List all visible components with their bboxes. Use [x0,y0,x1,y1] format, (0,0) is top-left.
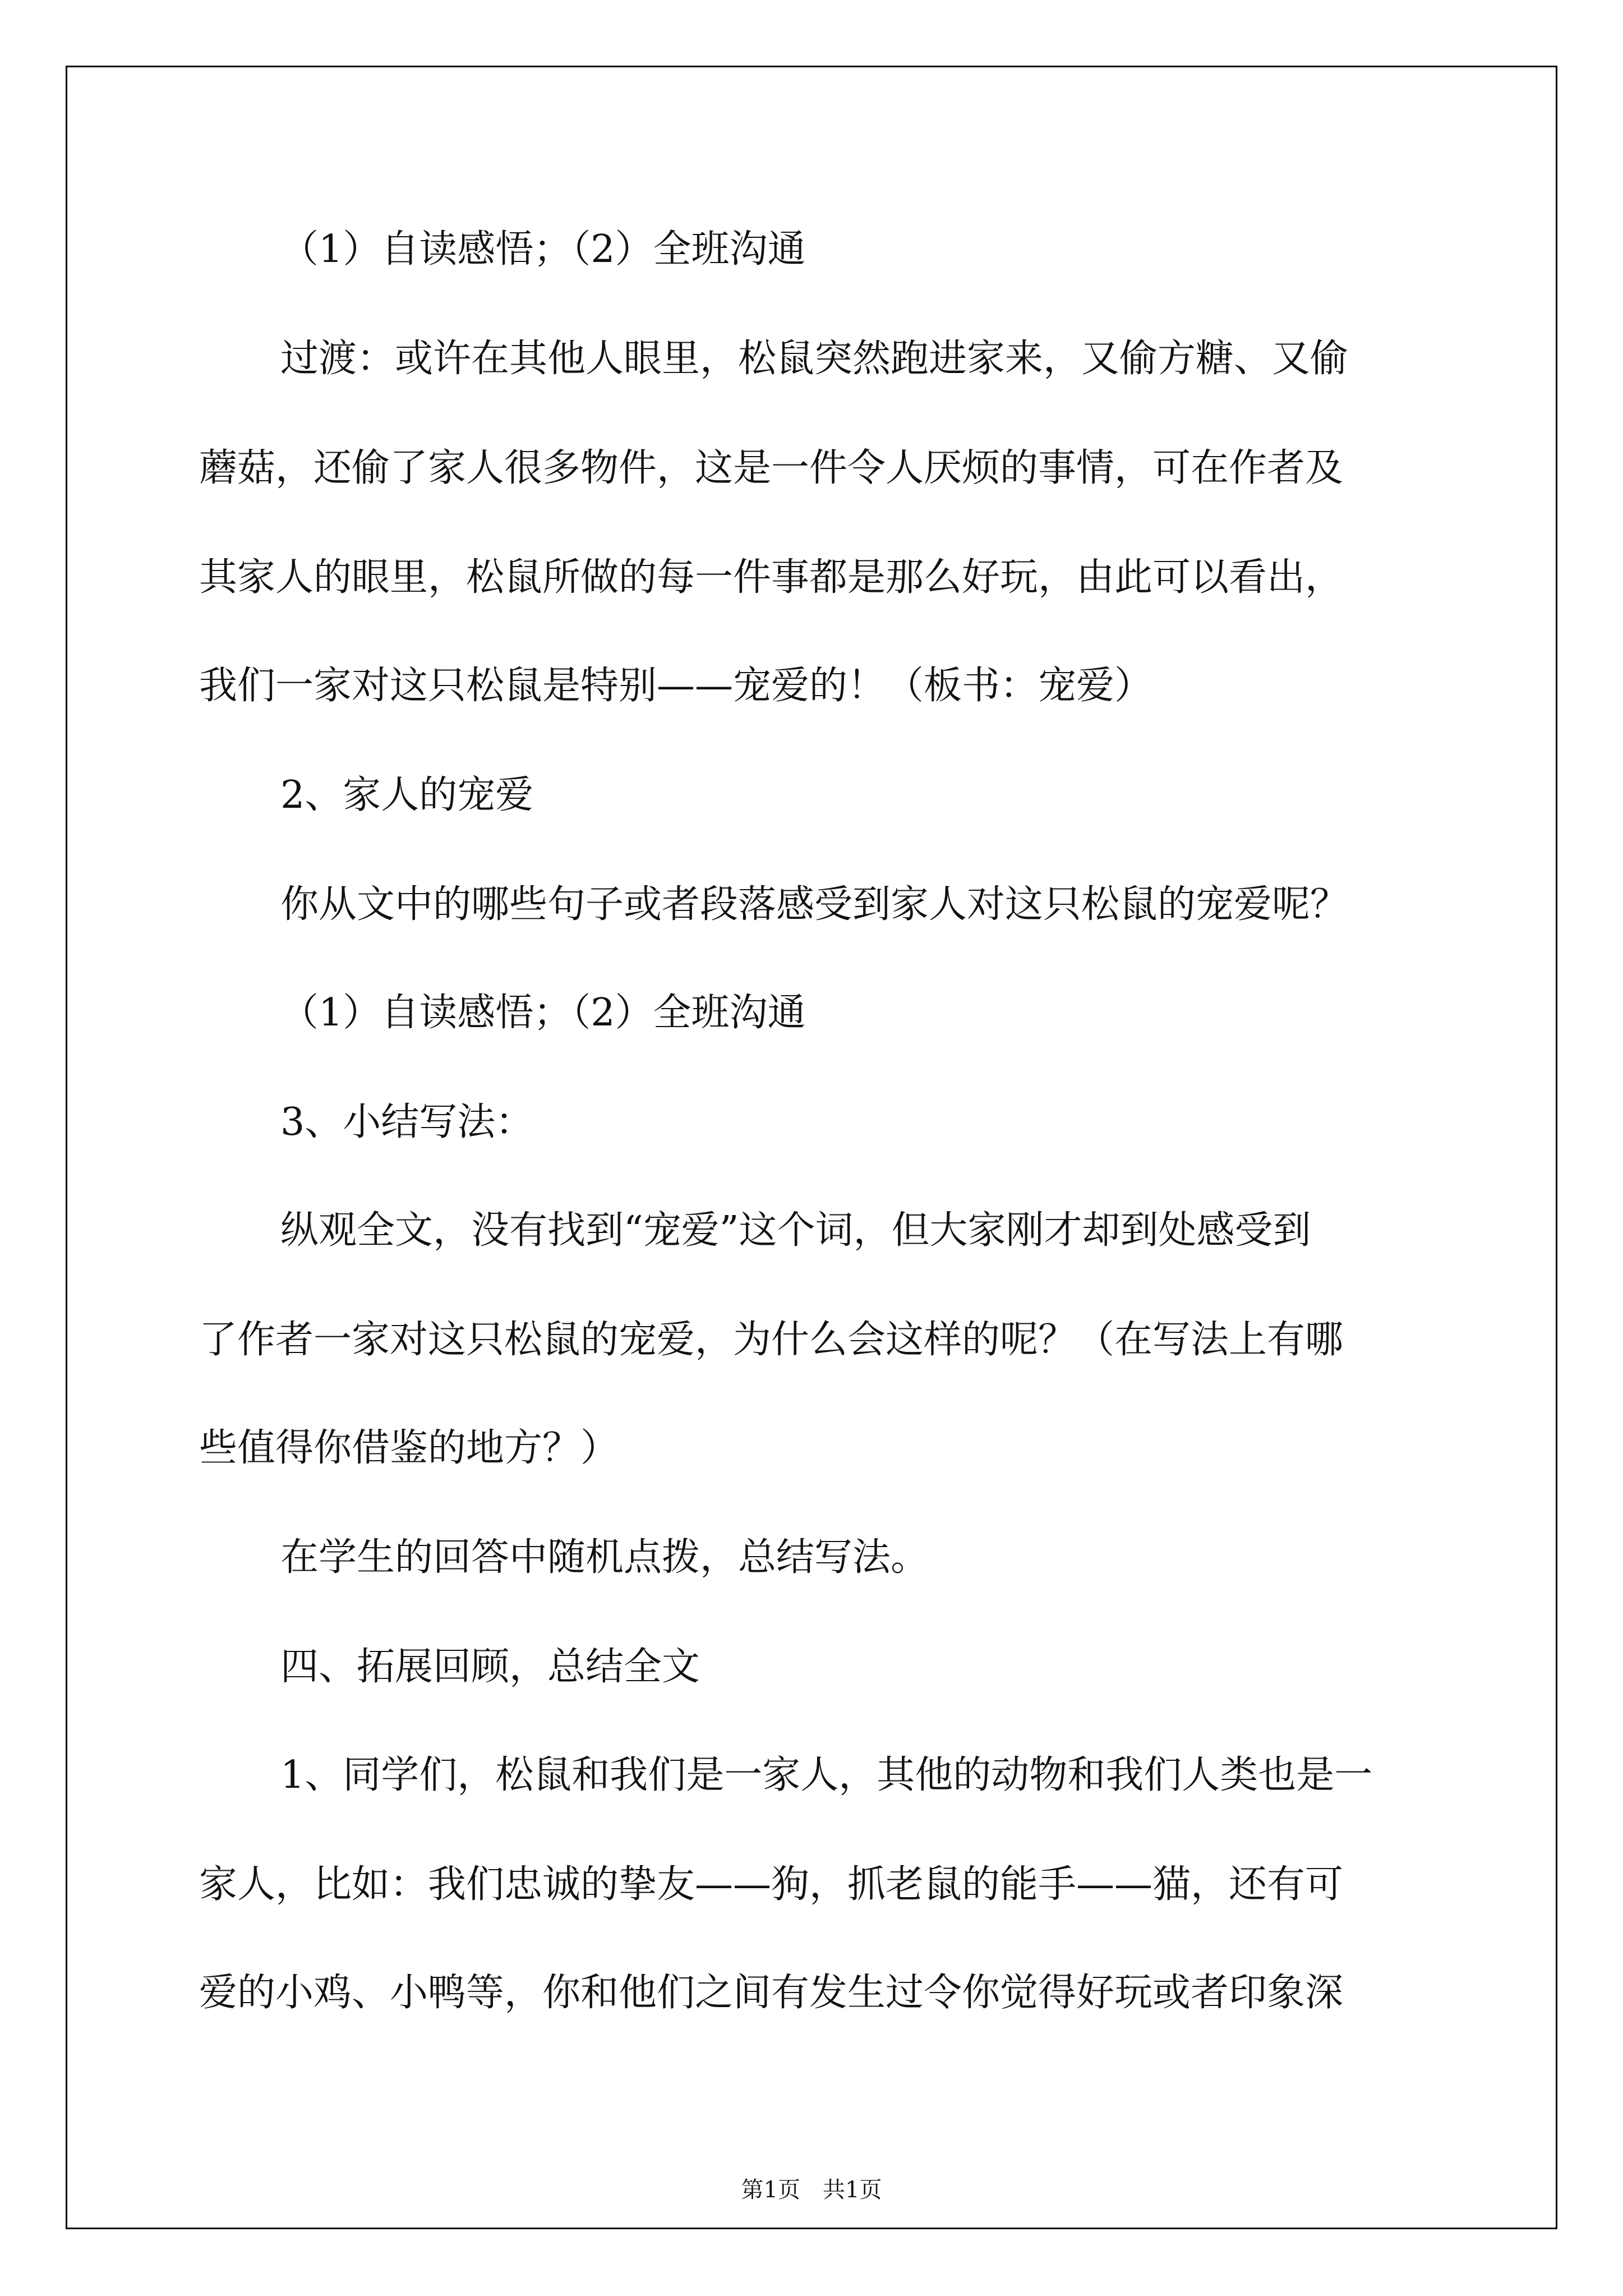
page-number-footer: 第1页 共1页 [741,2177,882,2203]
text-line-7: 你从文中的哪些句子或者段落感受到家人对这只松鼠的宠爱呢？ [280,882,1349,927]
text-line-13: 在学生的回答中随机点拨，总结写法。 [280,1535,929,1580]
text-line-14: 四、拓展回顾，总结全文 [280,1645,700,1689]
text-line-2: 过渡：或许在其他人眼里，松鼠突然跑进家来，又偷方糖、又偷 [280,337,1349,381]
text-line-6: 2、家人的宠爱 [280,773,534,817]
text-line-5: 我们一家对这只松鼠是特别——宠爱的！（板书：宠爱） [199,664,1153,708]
text-line-1: （1）自读感悟；（2）全班沟通 [280,227,806,272]
text-line-11: 了作者一家对这只松鼠的宠爱，为什么会这样的呢？（在写法上有哪 [199,1318,1344,1362]
text-line-8: （1）自读感悟；（2）全班沟通 [280,991,806,1035]
text-line-4: 其家人的眼里，松鼠所做的每一件事都是那么好玩，由此可以看出， [199,555,1344,600]
text-line-16: 家人，比如：我们忠诚的挚友——狗，抓老鼠的能手——猫，还有可 [199,1862,1344,1907]
text-line-15: 1、同学们，松鼠和我们是一家人，其他的动物和我们人类也是一 [280,1753,1373,1797]
text-line-3: 蘑菇，还偷了家人很多物件，这是一件令人厌烦的事情，可在作者及 [199,446,1344,490]
text-line-17: 爱的小鸡、小鸭等，你和他们之间有发生过令你觉得好玩或者印象深 [199,1971,1344,2015]
text-line-12: 些值得你借鉴的地方？） [199,1426,619,1470]
text-line-10: 纵观全文，没有找到“宠爱”这个词，但大家刚才却到处感受到 [280,1208,1311,1253]
text-line-9: 3、小结写法： [280,1100,534,1144]
